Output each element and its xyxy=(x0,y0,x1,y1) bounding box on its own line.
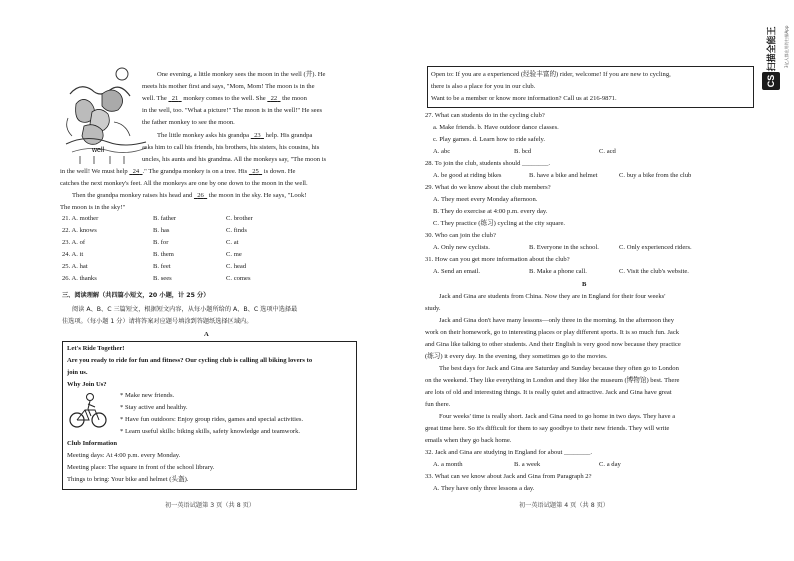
passage-b-line: (练习) it every day. In the evening, they sometimes go to the movies. xyxy=(425,353,608,360)
club-info-line: Things to bring: Your bike and helmet (头盔). xyxy=(67,476,189,483)
story-line: The moon is in the sky!" xyxy=(60,204,126,211)
blank-22: 22 xyxy=(270,95,278,102)
option-a-26: 26. A. thanks xyxy=(62,275,97,282)
option-c-25: C. head xyxy=(226,263,247,270)
club-info-heading: Club Information xyxy=(67,440,118,447)
passage-b-line: fun there. xyxy=(425,401,451,408)
option-a-23: 23. A. of xyxy=(62,239,86,246)
q29-option-a: A. They meet every Monday afternoon. xyxy=(433,196,538,203)
q30-option-b: B. Everyone in the school. xyxy=(529,244,599,251)
story-line: asks him to call his friends, his brothers, his sisters, his cousins, his xyxy=(142,144,320,151)
question-33: 33. What can we know about Jack and Gina from Paragraph 2? xyxy=(425,473,592,480)
box-line: there is also a place for you in our club. xyxy=(431,83,536,90)
passage-b-line: and Gina like talking to other students. And their English is very good now because they practice xyxy=(425,341,681,348)
instruction-line: 佳选项。（每小题 1 分）请将答案对应题号填涂到答题纸选择区域内。 xyxy=(62,318,253,325)
q29-option-c: C. They practice (练习) cycling at the city square. xyxy=(433,220,566,227)
passage-a-label: A xyxy=(204,331,209,338)
option-c-24: C. me xyxy=(226,251,242,258)
story-line: meets his mother first and says, "Mom, Mom! The moon is in the xyxy=(142,83,315,90)
story-line: catches the next monkey's feet. All the monkeys are one by one down to the moon in the well. xyxy=(60,180,308,187)
box-line: Open to: If you are a experienced (经验丰富的) rider, welcome! If you are new to cycling, xyxy=(431,71,671,78)
blank-26: 26 xyxy=(197,192,204,199)
q27-items: c. Play games. d. Learn how to ride safely. xyxy=(433,136,545,143)
option-a-24: 24. A. it xyxy=(62,251,84,258)
q31-option-b: B. Make a phone call. xyxy=(529,268,587,275)
q28-option-a: A. be good at riding bikes xyxy=(433,172,502,179)
option-c-23: C. at xyxy=(226,239,239,246)
story-line: in the well, too. "What a picture!" The moon is in the well!" He sees xyxy=(142,107,323,114)
question-30: 30. Who can join the club? xyxy=(425,232,496,239)
q28-option-c: C. buy a bike from the club xyxy=(619,172,692,179)
scanner-watermark xyxy=(758,6,788,92)
q31-option-a: A. Send an email. xyxy=(433,268,481,275)
q30-option-a: A. Only new cyclists. xyxy=(433,244,490,251)
option-b-23: B. for xyxy=(153,239,169,246)
ad-title: Let's Ride Together! xyxy=(67,345,125,352)
blank-25: 25 xyxy=(252,168,259,175)
q31-option-c: C. Visit the club's website. xyxy=(619,268,689,275)
option-b-25: B. feet xyxy=(153,263,171,270)
q29-option-b: B. They do exercise at 4:00 p.m. every day. xyxy=(433,208,548,215)
scanner-text: 扫描全能王 xyxy=(767,26,778,72)
ad-intro: Are you ready to ride for fun and fitness? Our cycling club is calling all biking lovers to xyxy=(67,357,313,364)
passage-b-line: emails when they go back home. xyxy=(425,437,512,444)
passage-b-line: on the weekend. They like everything in London and they like the museum (博物馆) best. There xyxy=(425,377,680,384)
monkey-well-illustration xyxy=(62,64,150,164)
option-c-21: C. brother xyxy=(226,215,253,222)
option-c-22: C. finds xyxy=(226,227,247,234)
box-line: Want to be a member or know more information? Call us at 216-9871. xyxy=(431,95,617,102)
passage-b-line: Jack and Gina are students from China. Now they are in England for their four weeks' xyxy=(439,293,666,300)
passage-b-line: Jack and Gina don't have many lessons—only three in the morning. In the afternoon they xyxy=(439,317,675,324)
q27-option-c: C. acd xyxy=(599,148,616,155)
q32-option-b: B. a week xyxy=(514,461,541,468)
story-line: One evening, a little monkey sees the moon in the well (井). He xyxy=(157,71,326,78)
ad-bullet: * Make new friends. xyxy=(120,392,175,399)
blank-23: 23 xyxy=(254,132,261,139)
passage-b-label: B xyxy=(582,281,587,288)
blank-24: 24 xyxy=(132,168,140,175)
q27-option-a: A. abc xyxy=(433,148,451,155)
page-footer: 初一英语试题第 4 页（共 8 页） xyxy=(519,502,609,509)
story-line: well. The 21 monkey comes to the well. She 22 the moon xyxy=(142,95,307,102)
right-page xyxy=(397,0,794,561)
q32-option-a: A. a month xyxy=(433,461,463,468)
cyclist-icon xyxy=(68,392,108,430)
story-line: in the well! We must help 24 ." The grandpa monkey is on a tree. His 25 is down. He xyxy=(60,168,296,175)
scanner-subtext: 3亿人都在用的扫描App xyxy=(784,25,789,68)
passage-b-line: study. xyxy=(425,305,441,312)
option-a-25: 25. A. hat xyxy=(62,263,88,270)
cs-logo-icon: CS xyxy=(762,72,780,90)
ad-intro: join us. xyxy=(67,369,88,376)
option-a-22: 22. A. knows xyxy=(62,227,97,234)
story-line: uncles, his aunts and his grandma. All the monkeys say, "The moon is xyxy=(142,156,327,163)
instruction-line: 阅读 A、B、C 三篇短文，根据短文内容，从每小题所给的 A、B、C 选项中选择最 xyxy=(72,306,298,313)
q27-option-b: B. bcd xyxy=(514,148,532,155)
story-line: Then the grandpa monkey raises his head and 26 the moon in the sky. He says, "Look! xyxy=(72,192,307,199)
option-b-22: B. has xyxy=(153,227,170,234)
well-label: well xyxy=(92,147,105,154)
question-29: 29. What do we know about the club members? xyxy=(425,184,551,191)
option-b-26: B. sees xyxy=(153,275,172,282)
passage-b-line: great time here. So it's difficult for them to say goodbye to their new friends. They will write xyxy=(425,425,670,432)
question-31: 31. How can you get more information about the club? xyxy=(425,256,570,263)
option-b-24: B. them xyxy=(153,251,174,258)
option-a-21: 21. A. mother xyxy=(62,215,99,222)
q27-items: a. Make friends. b. Have outdoor dance classes. xyxy=(433,124,559,131)
q32-option-c: C. a day xyxy=(599,461,621,468)
blank-21: 21 xyxy=(171,95,179,102)
q33-option-a: A. They have only three lessons a day. xyxy=(433,485,535,492)
ad-bullet: * Learn useful skills: biking skills, safety knowledge and teamwork. xyxy=(120,428,301,435)
option-c-26: C. comes xyxy=(226,275,251,282)
page-footer: 初一英语试题第 3 页（共 8 页） xyxy=(165,502,255,509)
q30-option-c: C. Only experienced riders. xyxy=(619,244,692,251)
option-b-21: B. father xyxy=(153,215,177,222)
ad-bullet: * Have fun outdoors: Enjoy group rides, games and special activities. xyxy=(120,416,304,423)
question-27: 27. What can students do in the cycling club? xyxy=(425,112,545,119)
section-title: 三、阅读理解（共四篇小短文，20 小题，计 25 分） xyxy=(62,292,210,299)
passage-b-line: Four weeks' time is really short. Jack and Gina need to go home in two days. They have a xyxy=(439,413,676,420)
why-join-heading: Why Join Us? xyxy=(67,381,107,388)
question-28: 28. To join the club, students should ________. xyxy=(425,160,551,167)
story-line: the father monkey to see the moon. xyxy=(142,119,235,126)
club-info-line: Meeting place: The square in front of the school library. xyxy=(67,464,215,471)
q28-option-b: B. have a bike and helmet xyxy=(529,172,598,179)
passage-b-line: work on their homework, go to interesting places or play different sports. It is so much fun. Jack xyxy=(425,329,680,336)
ad-bullet: * Stay active and healthy. xyxy=(120,404,188,411)
story-line: The little monkey asks his grandpa 23 help. His grandpa xyxy=(157,132,313,139)
passage-b-line: The best days for Jack and Gina are Saturday and Sunday because they often go to London xyxy=(439,365,679,372)
club-info-line: Meeting days: At 4:00 p.m. every Monday. xyxy=(67,452,181,459)
question-32: 32. Jack and Gina are studying in England for about ________. xyxy=(425,449,593,456)
passage-b-line: are lots of old and interesting things. It is really quiet and attractive. Jack and Gina have great xyxy=(425,389,672,396)
